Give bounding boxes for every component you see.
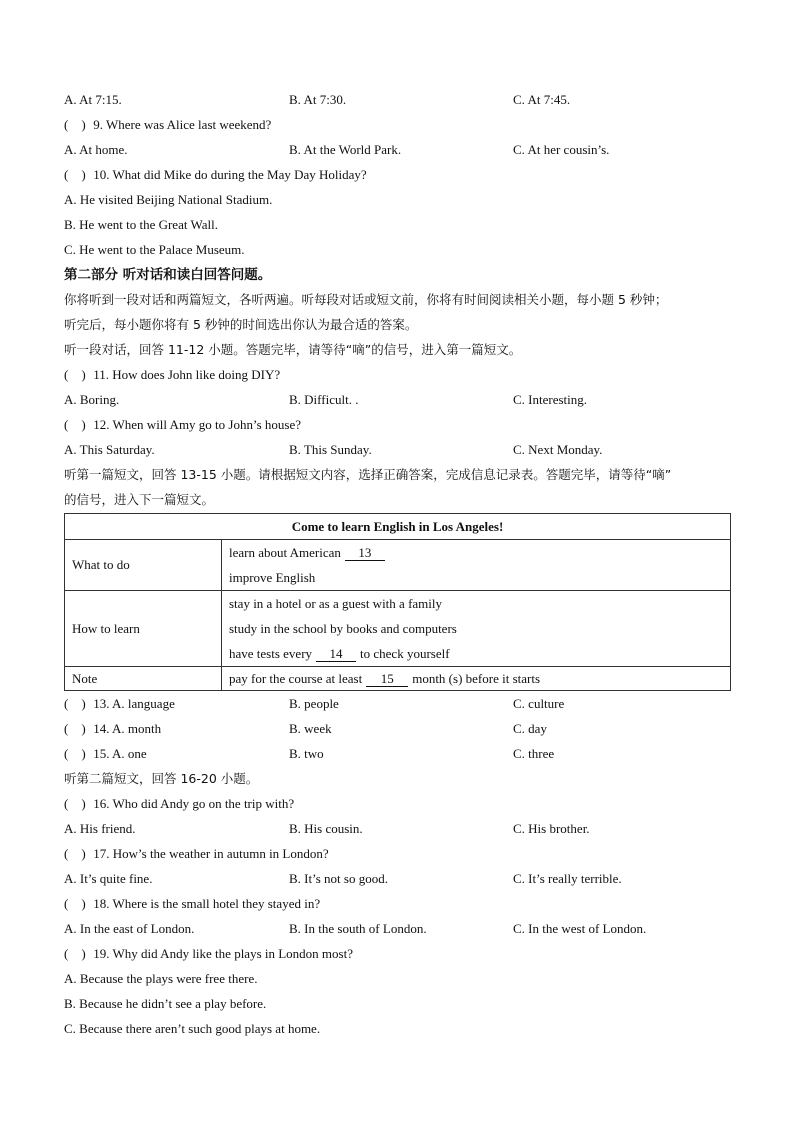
row-how-to-learn-content: stay in a hotel or as a guest with a family study in the school by books and computers have tests every 14 to check yourself — [222, 591, 731, 667]
q9-option-c: C. At her cousin’s. — [513, 142, 610, 157]
q9-option-a: A. At home. — [64, 142, 128, 157]
passage1-instruction-2: 的信号，进入下一篇短文。 — [64, 492, 215, 507]
q14-option-b: B. week — [289, 721, 332, 736]
q18-option-a: A. In the east of London. — [64, 921, 195, 936]
answer-paren[interactable]: ( ) — [64, 167, 86, 182]
part2-heading: 第二部分 听对话和读白回答问题。 — [64, 267, 272, 283]
q10-option-c: C. He went to the Palace Museum. — [64, 242, 245, 257]
q13-option-c: C. culture — [513, 696, 565, 711]
q16-option-c: C. His brother. — [513, 821, 590, 836]
q12-text: 12. When will Amy go to John’s house? — [93, 417, 302, 432]
q17-option-c: C. It’s really terrible. — [513, 871, 622, 886]
q11-question — [64, 367, 280, 383]
q8-option-c: C. At 7:45. — [513, 92, 571, 107]
q12-option-c: C. Next Monday. — [513, 442, 603, 457]
q8-option-b: B. At 7:30. — [289, 92, 347, 107]
q17-text: 17. How’s the weather in autumn in London? — [93, 846, 329, 861]
q10-option-a: A. He visited Beijing National Stadium. — [64, 192, 273, 207]
q19-question — [64, 946, 353, 962]
q12-option-a: A. This Saturday. — [64, 442, 155, 457]
q11-option-b: B. Difficult. . — [289, 392, 359, 407]
part2-instruction-2: 听完后，每小题你将有 5 秒钟的时间选出你认为最合适的答案。 — [64, 317, 418, 332]
passage1-instruction-1: 听第一篇短文，回答 13-15 小题。请根据短文内容，选择正确答案，完成信息记录表。答题完毕，请等待“嘀” — [64, 467, 672, 482]
info-record-table — [64, 513, 731, 691]
q13-option-b: B. people — [289, 696, 339, 711]
q16-text: 16. Who did Andy go on the trip with? — [93, 796, 295, 811]
answer-paren[interactable]: ( ) — [64, 417, 86, 432]
q12-question — [64, 417, 301, 433]
q9-question — [64, 117, 271, 133]
row-how-to-learn-label: How to learn — [65, 591, 222, 667]
q19-option-c: C. Because there aren’t such good plays at home. — [64, 1021, 321, 1036]
q19-text: 19. Why did Andy like the plays in London most? — [93, 946, 353, 961]
q15-option-b: B. two — [289, 746, 324, 761]
q10-option-b: B. He went to the Great Wall. — [64, 217, 218, 232]
answer-paren[interactable]: ( ) — [64, 896, 86, 911]
blank-14[interactable]: 14 — [316, 647, 356, 662]
q18-question — [64, 896, 320, 912]
row-what-to-do-label: What to do — [65, 540, 222, 591]
q10-text: 10. What did Mike do during the May Day Holiday? — [93, 167, 367, 182]
q14-option-c: C. day — [513, 721, 547, 736]
part2-instruction-1: 你将听到一段对话和两篇短文，各听两遍。听每段对话或短文前，你将有时间阅读相关小题，每小题 5 秒钟； — [64, 292, 668, 307]
q12-option-b: B. This Sunday. — [289, 442, 372, 457]
answer-paren[interactable]: ( ) — [64, 946, 86, 961]
q9-option-b: B. At the World Park. — [289, 142, 402, 157]
q9-text: 9. Where was Alice last weekend? — [93, 117, 272, 132]
blank-13[interactable]: 13 — [345, 546, 385, 561]
q15-option-c: C. three — [513, 746, 555, 761]
q16-option-a: A. His friend. — [64, 821, 136, 836]
q18-text: 18. Where is the small hotel they stayed in? — [93, 896, 321, 911]
q16-option-b: B. His cousin. — [289, 821, 363, 836]
row-note-content: pay for the course at least 15 month (s) before it starts — [222, 667, 731, 691]
answer-paren[interactable]: ( ) — [64, 367, 86, 382]
q18-option-c: C. In the west of London. — [513, 921, 647, 936]
q18-option-b: B. In the south of London. — [289, 921, 427, 936]
q17-question — [64, 846, 329, 862]
q10-question — [64, 167, 367, 183]
answer-paren[interactable]: ( ) — [64, 796, 86, 811]
q19-option-b: B. Because he didn’t see a play before. — [64, 996, 267, 1011]
q11-option-c: C. Interesting. — [513, 392, 588, 407]
q16-question — [64, 796, 294, 812]
q15-option-a: ( ) 15. A. one — [64, 746, 147, 761]
q14-option-a: ( ) 14. A. month — [64, 721, 162, 736]
q19-option-a: A. Because the plays were free there. — [64, 971, 258, 986]
q11-option-a: A. Boring. — [64, 392, 120, 407]
blank-15[interactable]: 15 — [366, 672, 408, 687]
answer-paren[interactable]: ( ) — [64, 696, 86, 711]
q8-option-a: A. At 7:15. — [64, 92, 122, 107]
table-title: Come to learn English in Los Angeles! — [65, 514, 731, 540]
row-what-to-do-content: learn about American 13 improve English — [222, 540, 731, 591]
q11-text: 11. How does John like doing DIY? — [93, 367, 281, 382]
answer-paren[interactable]: ( ) — [64, 117, 86, 132]
q13-option-a: ( ) 13. A. language — [64, 696, 175, 711]
answer-paren[interactable]: ( ) — [64, 721, 86, 736]
q17-option-b: B. It’s not so good. — [289, 871, 388, 886]
row-note-label: Note — [65, 667, 222, 691]
answer-paren[interactable]: ( ) — [64, 746, 86, 761]
passage2-instruction: 听第二篇短文，回答 16-20 小题。 — [64, 771, 259, 786]
part2-instruction-3: 听一段对话，回答 11-12 小题。答题完毕，请等待“嘀”的信号，进入第一篇短文。 — [64, 342, 522, 357]
answer-paren[interactable]: ( ) — [64, 846, 86, 861]
q17-option-a: A. It’s quite fine. — [64, 871, 153, 886]
